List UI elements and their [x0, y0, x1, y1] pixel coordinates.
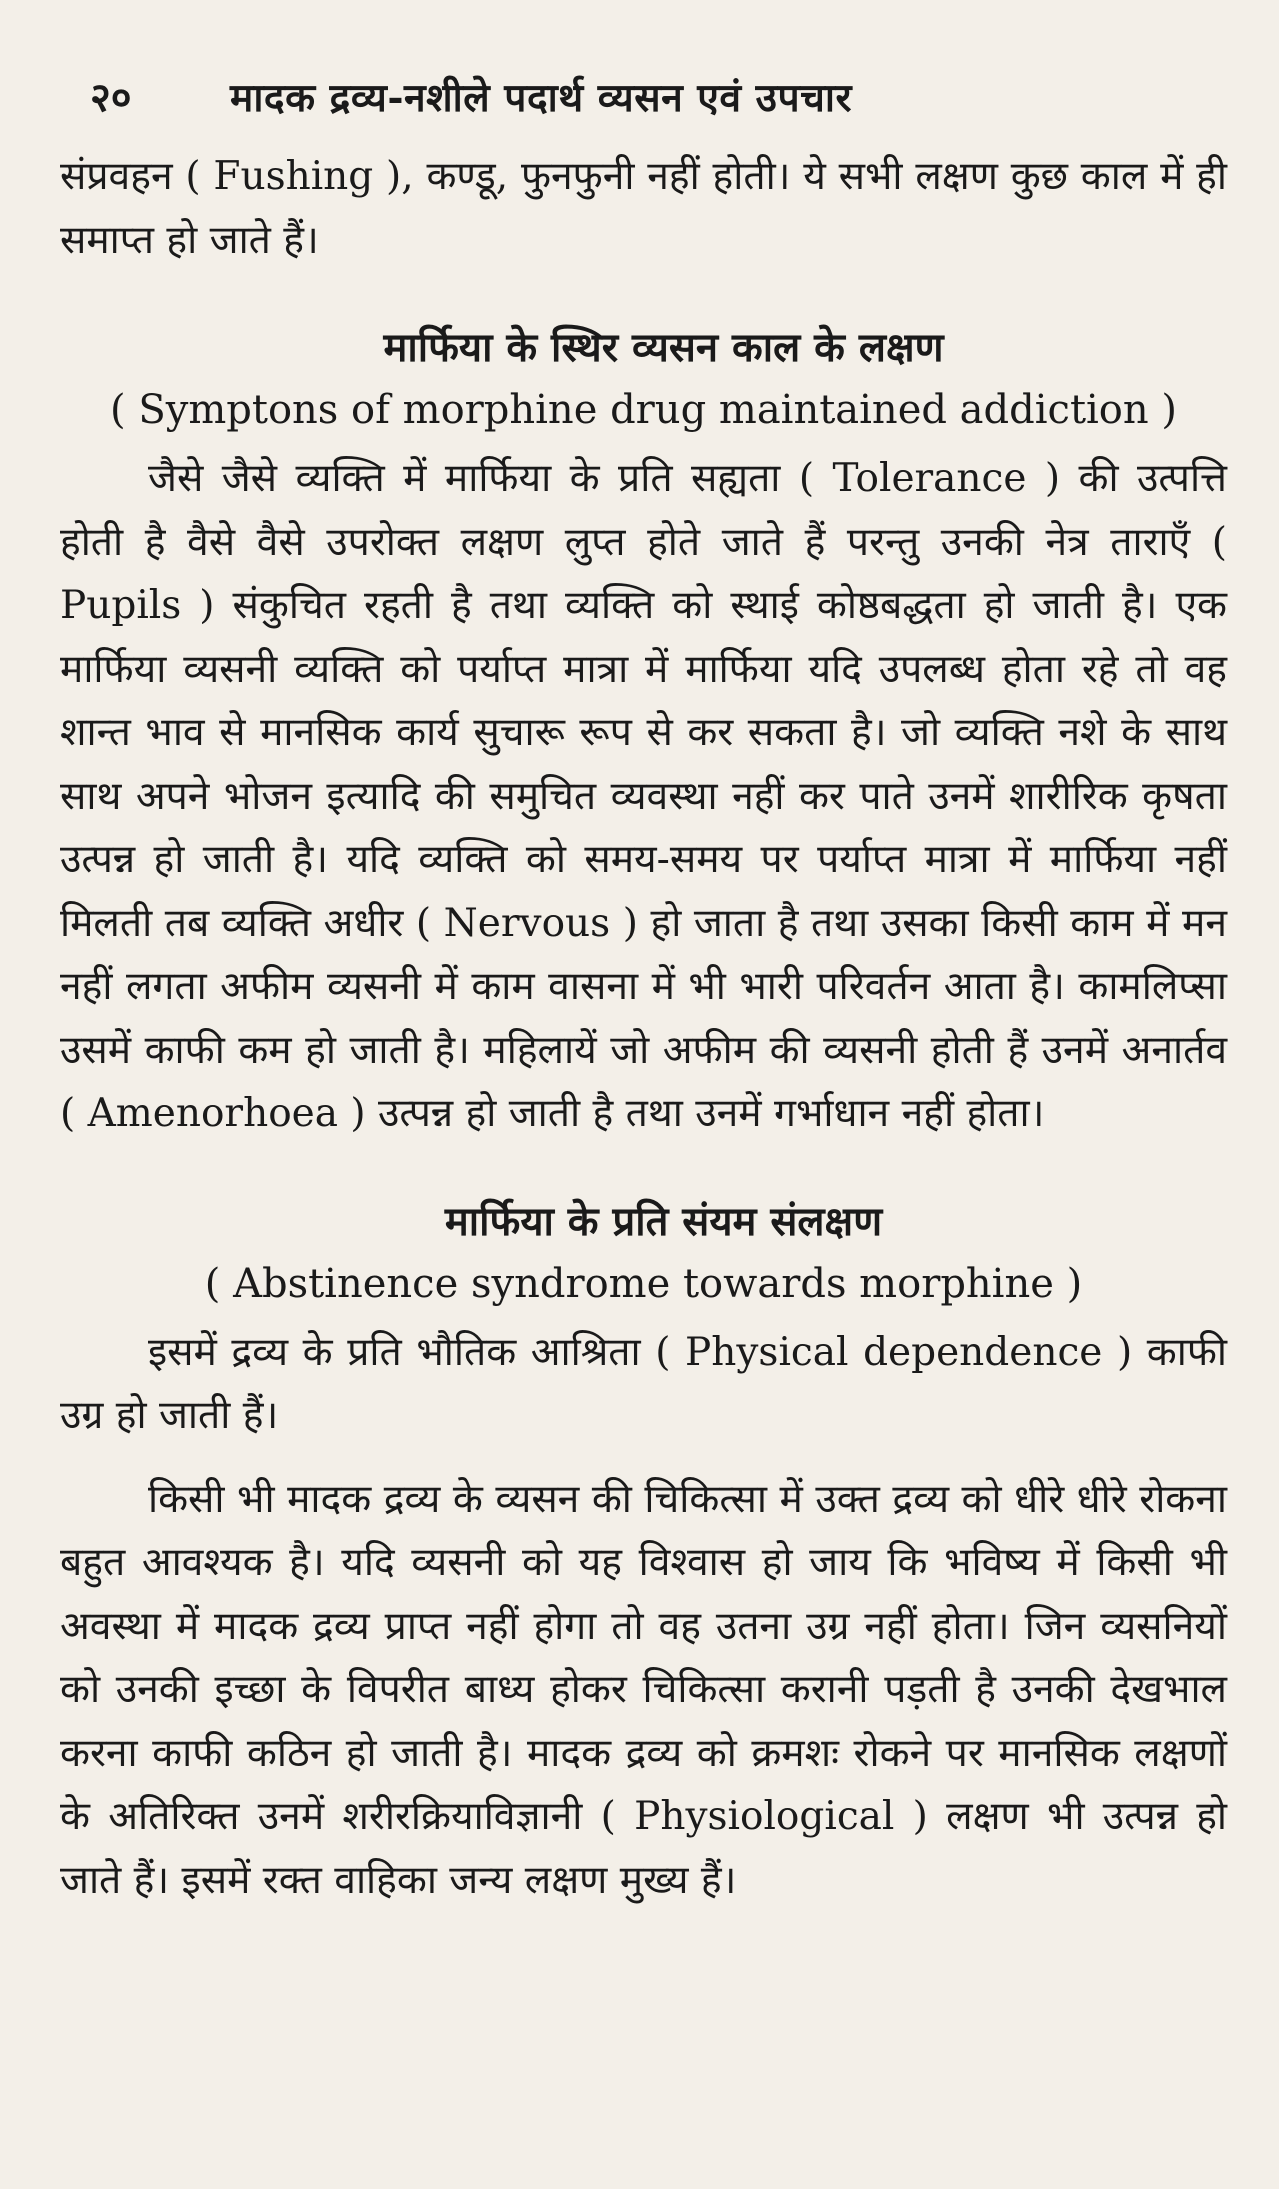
section-heading-english: ( Abstinence syndrome towards morphine ): [204, 1260, 1083, 1307]
page-number: २०: [90, 74, 132, 121]
section-heading-hindi: मार्फिया के प्रति संयम संलक्षण: [444, 1197, 883, 1245]
section-heading-hindi: मार्फिया के स्थिर व्यसन काल के लक्षण: [383, 324, 944, 371]
paragraph-intro: संप्रवहन ( Fushing ), कण्डू, फुनफुनी नहीं होती। ये सभी लक्षण कुछ काल में ही समाप्त हो जाते हैं।: [60, 154, 1227, 263]
section-heading-english: ( Symptons of morphine drug maintained addiction ): [110, 387, 1177, 433]
paragraph-treatment: किसी भी मादक द्रव्य के व्यसन की चिकित्सा में उक्त द्रव्य को धीरे धीरे रोकना बहुत आवश्यक है। यदि व्यसनी को यह विश्वास हो जाय कि भविष्य में किसी भी अवस्था में मादक द्रव्य प्राप्त नहीं होगा तो वह उतना उग्र नहीं होता। जिन व्यसनियों को उनकी इच्छा के विपरीत बाध्य होकर चिकित्सा करानी पड़ती है उनकी देखभाल करना काफी कठिन हो जाती है। मादक द्रव्य को क्रमशः रोकने पर मानसिक लक्षणों के अतिरिक्त उनमें शरीरक्रियाविज्ञानी ( Physiological ) लक्षण भी उत्पन्न हो जाते हैं। इसमें रक्त वाहिका जन्य लक्षण मुख्य हैं।: [60, 1476, 1227, 1903]
paragraph-physical-dependence: इसमें द्रव्य के प्रति भौतिक आश्रिता ( Physical dependence ) काफी उग्र हो जाती हैं।: [60, 1329, 1227, 1438]
page-header: [90, 68, 1227, 123]
paragraph-gap: [60, 1448, 1227, 1468]
paragraph-maintained-addiction: जैसे जैसे व्यक्ति में मार्फिया के प्रति सह्यता ( Tolerance ) की उत्पत्ति होती है वैसे वैसे उपरोक्त लक्षण लुप्त होते जाते हैं परन्तु उनकी नेत्र ताराएँ ( Pupils ) संकुचित रहती है तथा व्यक्ति को स्थाई कोष्ठबद्धता हो जाती है। एक मार्फिया व्यसनी व्यक्ति को पर्याप्त मात्रा में मार्फिया यदि उपलब्ध होता रहे तो वह शान्त भाव से मानसिक कार्य सुचारू रूप से कर सकता है। जो व्यक्ति नशे के साथ साथ अपने भोजन इत्यादि की समुचित व्यवस्था नहीं कर पाते उनमें शारीरिक कृषता उत्पन्न हो जाती है। यदि व्यक्ति को समय-समय पर पर्याप्त मात्रा में मार्फिया नहीं मिलती तब व्यक्ति अधीर ( Nervous ) हो जाता है तथा उसका किसी काम में मन नहीं लगता अफीम व्यसनी में काम वासना में भी भारी परिवर्तन आता है। कामलिप्सा उसमें काफी कम हो जाती है। महिलायें जो अफीम की व्यसनी होती हैं उनमें अनार्तव ( Amenorhoea ) उत्पन्न हो जाती है तथा उनमें गर्भाधान नहीं होता।: [60, 456, 1227, 1136]
running-title: मादक द्रव्य-नशीले पदार्थ व्यसन एवं उपचार: [230, 75, 852, 121]
